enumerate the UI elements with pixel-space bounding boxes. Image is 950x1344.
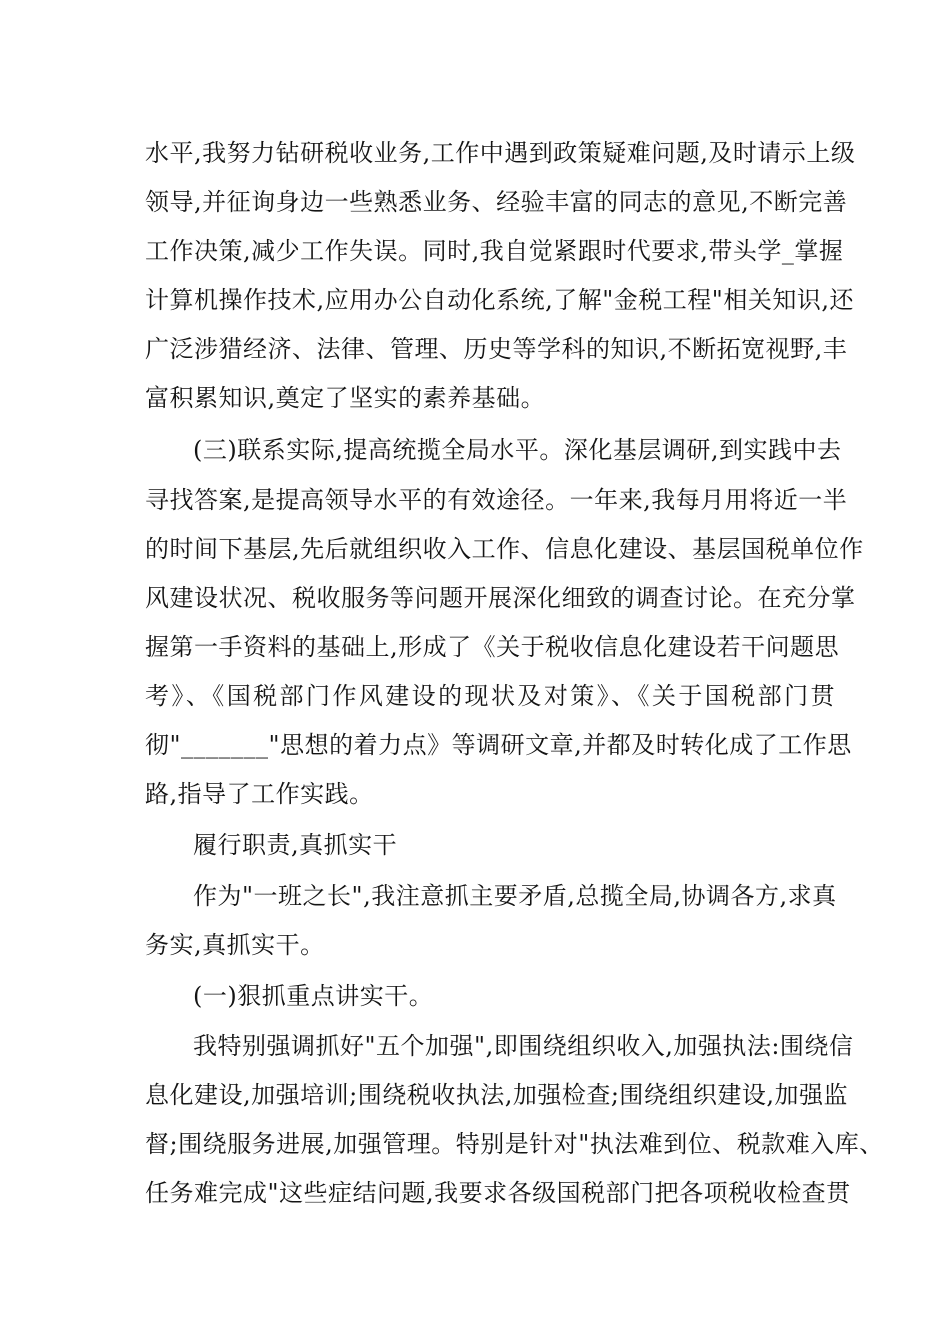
section-heading-1: (一)狠抓重点讲实干。 xyxy=(193,982,434,1010)
section-heading-3: (三)联系实际,提高统揽全局水平。深化基层调研,到实践中去 xyxy=(193,436,842,464)
text-line: 的时间下基层,先后就组织收入工作、信息化建设、基层国税单位作 xyxy=(145,535,864,563)
text-line: 水平,我努力钻研税收业务,工作中遇到政策疑难问题,及时请示上级 xyxy=(145,139,856,167)
text-line: 我特别强调抓好"五个加强",即围绕组织收入,加强执法:围绕信 xyxy=(193,1032,854,1060)
text-line: 计算机操作技术,应用办公自动化系统,了解"金税工程"相关知识,还 xyxy=(145,286,854,314)
text-line: 督;围绕服务进展,加强管理。特别是针对"执法难到位、税款难入库、 xyxy=(145,1130,884,1158)
text-line: 富积累知识,奠定了坚实的素养基础。 xyxy=(145,384,546,412)
text-line: 作为"一班之长",我注意抓主要矛盾,总揽全局,协调各方,求真 xyxy=(193,882,837,910)
section-heading: 履行职责,真抓实干 xyxy=(193,831,398,859)
text-line: 风建设状况、税收服务等问题开展深化细致的调查讨论。在充分掌 xyxy=(145,584,856,612)
text-line: 路,指导了工作实践。 xyxy=(145,780,374,808)
text-line: 任务难完成"这些症结问题,我要求各级国税部门把各项税收检查贯 xyxy=(145,1179,851,1207)
text-line: 寻找答案,是提高领导水平的有效途径。一年来,我每月用将近一半 xyxy=(145,486,848,514)
text-line: 彻"_______"思想的着力点》等调研文章,并都及时转化成了工作思 xyxy=(145,731,852,759)
text-line: 考》、《国税部门作风建设的现状及对策》、《关于国税部门贯 xyxy=(145,682,835,710)
text-line: 领导,并征询身边一些熟悉业务、经验丰富的同志的意见,不断完善 xyxy=(145,188,848,216)
text-line: 握第一手资料的基础上,形成了《关于税收信息化建设若干问题思 xyxy=(145,633,840,661)
text-line: 息化建设,加强培训;围绕税收执法,加强检查;围绕组织建设,加强监 xyxy=(145,1081,849,1109)
text-line: 广泛涉猎经济、法律、管理、历史等学科的知识,不断拓宽视野,丰 xyxy=(145,335,848,363)
text-line: 务实,真抓实干。 xyxy=(145,931,325,959)
text-line: 工作决策,减少工作失误。同时,我自觉紧跟时代要求,带头学_掌握 xyxy=(145,237,844,265)
